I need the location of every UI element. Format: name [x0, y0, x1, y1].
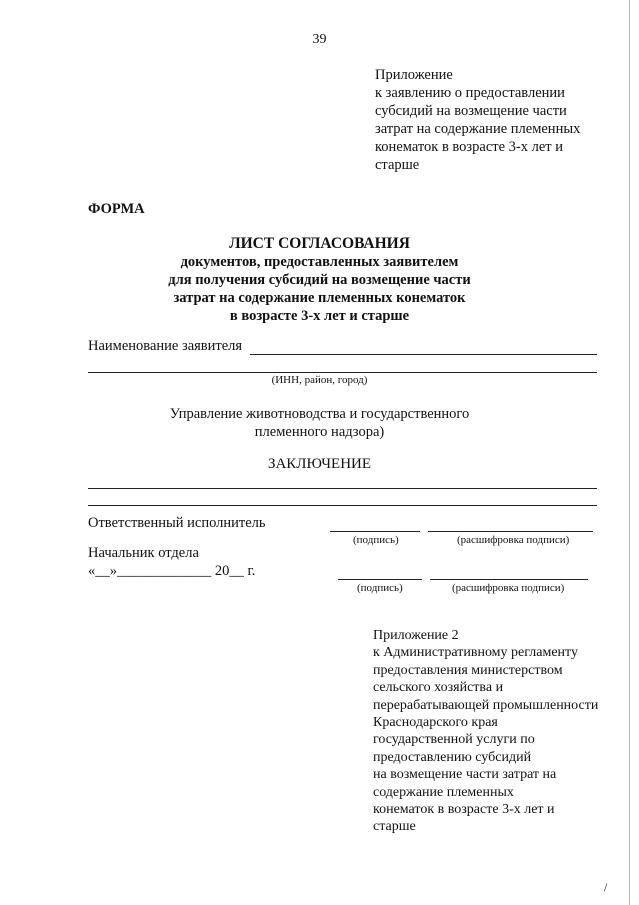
- date-line[interactable]: «__»_____________ 20__ г.: [88, 563, 256, 579]
- document-title: [0, 235, 639, 325]
- applicant-name-line-2[interactable]: [88, 372, 597, 373]
- form-label: ФОРМА: [88, 201, 145, 217]
- conclusion-line-1[interactable]: [88, 488, 597, 489]
- annex-bottom-line: предоставлению субсидий: [373, 749, 532, 765]
- annex-top-line: затрат на содержание племенных: [375, 121, 581, 137]
- annex-bottom-line: на возмещение части затрат на: [373, 767, 557, 783]
- head-signature-line[interactable]: [338, 579, 422, 580]
- applicant-caption: (ИНН, район, город): [271, 374, 368, 386]
- annex-top-line: субсидий на возмещение части: [375, 103, 567, 119]
- annex-header-bottom: [373, 627, 598, 836]
- title-sub-line: в возрасте 3-х лет и старше: [229, 308, 410, 324]
- responsible-signature-caption: (подпись): [353, 534, 399, 546]
- head-of-dept-label: Начальник отдела: [88, 545, 199, 561]
- responsible-signature-line[interactable]: [330, 531, 420, 532]
- annex-top-line: Приложение: [375, 67, 453, 83]
- conclusion-heading: ЗАКЛЮЧЕНИЕ: [267, 456, 372, 472]
- head-signature-caption: (подпись): [357, 582, 403, 594]
- annex-bottom-line: государственной услуги по: [373, 732, 535, 748]
- annex-bottom-line: сельского хозяйства и: [373, 680, 504, 696]
- title-main: ЛИСТ СОГЛАСОВАНИЯ: [229, 235, 410, 252]
- annex-bottom-line: содержание племенных: [373, 784, 514, 800]
- head-decoding-line[interactable]: [430, 579, 588, 580]
- applicant-label: Наименование заявителя: [88, 338, 243, 354]
- annex-top-line: старше: [375, 157, 420, 173]
- title-sub-line: затрат на содержание племенных конематок: [173, 290, 466, 306]
- conclusion-line-2[interactable]: [88, 505, 597, 506]
- annex-bottom-line: конематок в возрасте 3-х лет и: [373, 802, 555, 818]
- title-sub-line: для получения субсидий на возмещение части: [168, 272, 471, 288]
- department-line: Управление животноводства и государственного: [169, 406, 470, 422]
- applicant-name-line[interactable]: [250, 354, 597, 355]
- corner-mark: /: [604, 880, 608, 894]
- annex-bottom-line: старше: [373, 819, 416, 835]
- annex-header-top: [375, 66, 580, 174]
- page-edge: [629, 0, 630, 905]
- page-number: 39: [312, 32, 327, 47]
- responsible-label: Ответственный исполнитель: [88, 515, 266, 531]
- department-block: [0, 405, 639, 441]
- annex-bottom-line: Приложение 2: [373, 628, 459, 643]
- annex-bottom-line: перерабатывающей промышленности: [373, 697, 599, 713]
- responsible-decoding-caption: (расшифровка подписи): [457, 534, 570, 546]
- head-decoding-caption: (расшифровка подписи): [452, 582, 565, 594]
- title-sub-line: документов, предоставленных заявителем: [180, 254, 459, 270]
- annex-top-line: к заявлению о предоставлении: [375, 85, 565, 101]
- annex-bottom-line: предоставления министерством: [373, 662, 563, 678]
- annex-bottom-line: Краснодарского края: [373, 715, 498, 731]
- department-line: племенного надзора): [254, 424, 385, 440]
- annex-top-line: конематок в возрасте 3-х лет и: [375, 139, 564, 155]
- responsible-decoding-line[interactable]: [428, 531, 593, 532]
- annex-bottom-line: к Административному регламенту: [373, 645, 578, 661]
